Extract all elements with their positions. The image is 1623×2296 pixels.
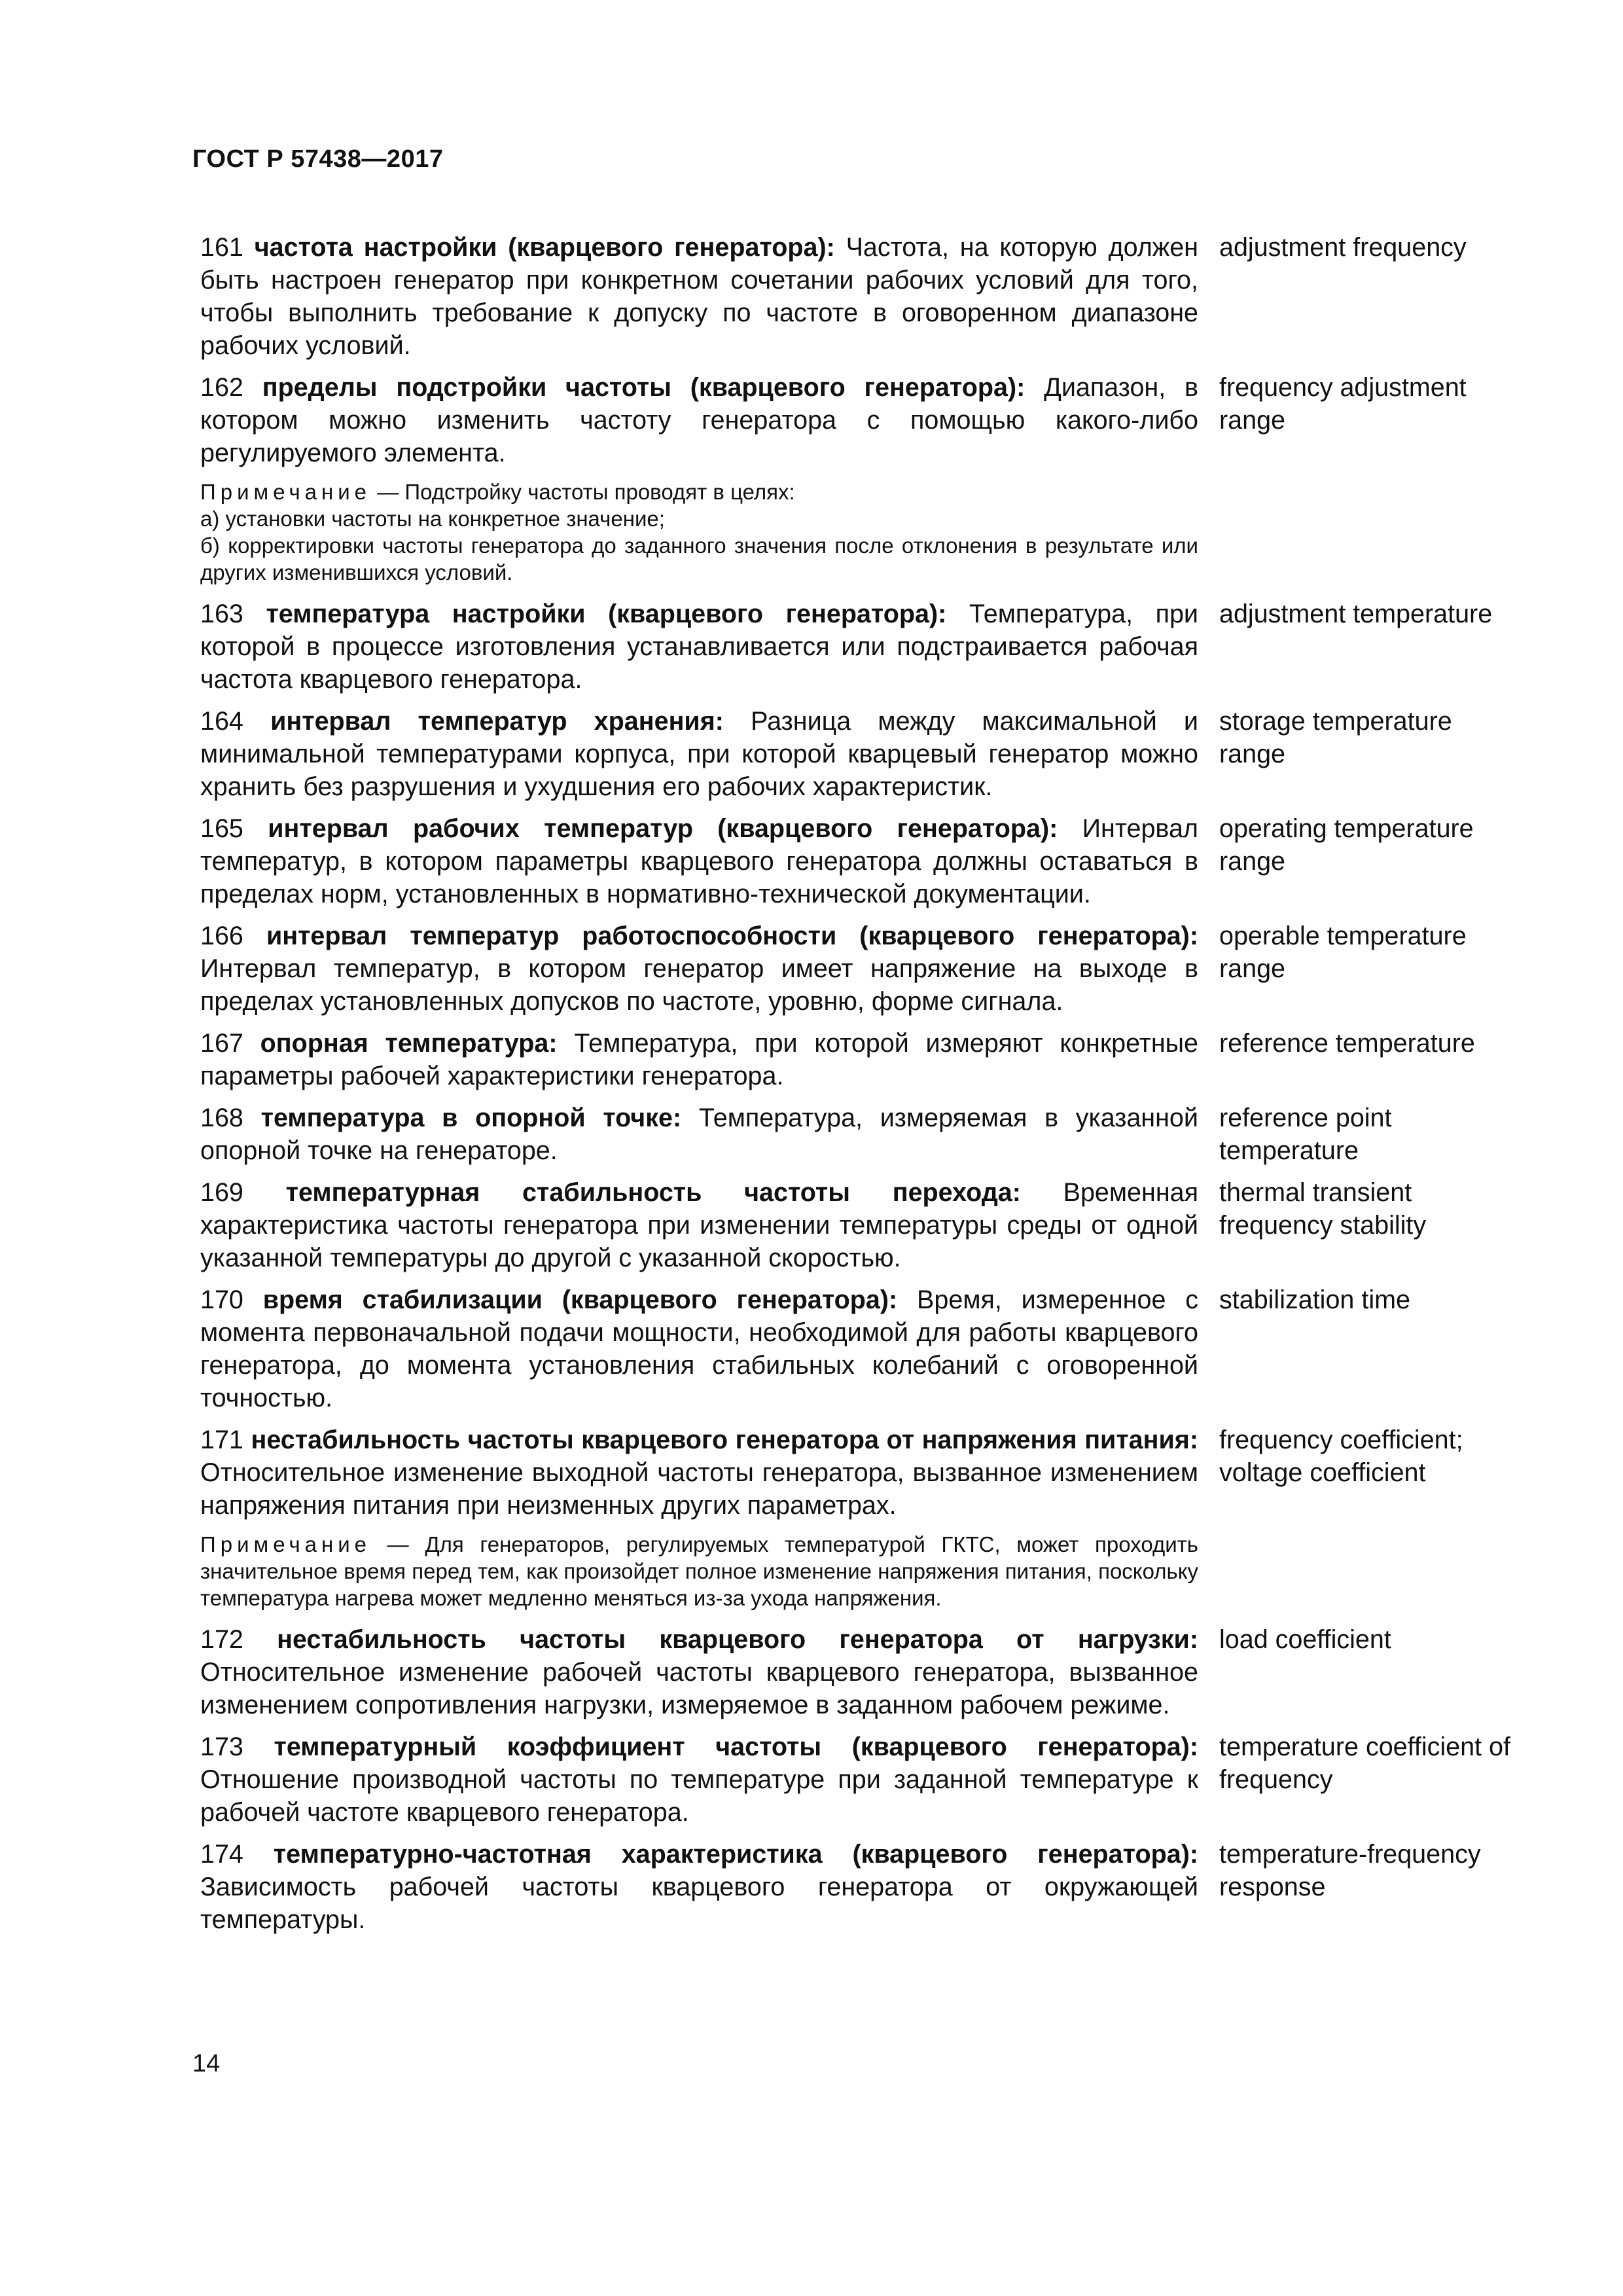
note-text: — Для генераторов, регулируемых температурой ГКТС, может проходить значительное время перед тем, как произойдет полное изменение напряжения питания, поскольку температура нагрева может медленно меняться из-за ухода напряжения. bbox=[200, 1532, 1199, 1610]
term-english: frequency coefficient; voltage coefficient bbox=[1219, 1426, 1463, 1487]
term-number: 171 bbox=[200, 1426, 243, 1454]
term-number: 166 bbox=[200, 922, 243, 950]
term-english: storage temperature range bbox=[1219, 707, 1452, 768]
term-number: 165 bbox=[200, 814, 243, 843]
term-entry-167 bbox=[200, 1027, 1519, 1092]
term-definition-block bbox=[200, 1102, 1198, 1167]
term-english: load coefficient bbox=[1219, 1625, 1391, 1654]
term-definition: Частота, на которую должен быть настроен генератор при конкретном сочетании рабочих условий для того, чтобы выполнить требование к допуску по частоте в оговоренном диапазоне рабочих условий. bbox=[200, 233, 1198, 360]
term-definition-block bbox=[200, 705, 1198, 803]
term-english: frequency adjustment range bbox=[1219, 373, 1467, 435]
term-number: 170 bbox=[200, 1285, 243, 1314]
term-entry-174 bbox=[200, 1838, 1519, 1936]
term-definition: Температура, измеряемая в указанной опорной точке на генераторе. bbox=[200, 1103, 1198, 1165]
term-name: время стабилизации (кварцевого генератора): bbox=[262, 1285, 898, 1314]
term-definition: Время, измеренное с момента первоначальной подачи мощности, необходимой для работы кварцевого генератора, до момента установления стабильных колебаний с оговоренной точностью. bbox=[200, 1285, 1198, 1412]
term-definition: Зависимость рабочей частоты кварцевого генератора от окружающей температуры. bbox=[200, 1873, 1198, 1934]
term-name: температурно-частотная характеристика (кварцевого генератора): bbox=[273, 1840, 1198, 1869]
term-definition: Диапазон, в котором можно изменить частоту генератора с помощью какого-либо регулируемого элемента. bbox=[200, 373, 1198, 467]
term-name: нестабильность частоты кварцевого генератора от напряжения питания: bbox=[251, 1426, 1198, 1454]
term-english: operable temperature range bbox=[1219, 922, 1467, 983]
term-definition-block bbox=[200, 1731, 1198, 1829]
term-number: 162 bbox=[200, 373, 243, 402]
term-name: нестабильность частоты кварцевого генератора от нагрузки: bbox=[277, 1625, 1198, 1654]
term-number: 163 bbox=[200, 600, 243, 628]
term-definition-block bbox=[200, 231, 1198, 362]
page-number: 14 bbox=[192, 2050, 221, 2077]
term-definition-block bbox=[200, 1424, 1198, 1522]
term-definition-block bbox=[200, 1838, 1198, 1936]
term-definition: Временная характеристика частоты генератора при изменении температуры среды от одной указанной температуры до другой с указанной скоростью. bbox=[200, 1178, 1199, 1272]
term-definition-block bbox=[200, 1283, 1198, 1414]
term-definition-block bbox=[200, 920, 1198, 1018]
term-number: 167 bbox=[200, 1029, 243, 1058]
term-name: интервал температур работоспособности (кварцевого генератора): bbox=[266, 922, 1198, 950]
term-definition: Интервал температур, в котором параметры кварцевого генератора должны оставаться в пределах норм, установленных в нормативно-технической документации. bbox=[200, 814, 1198, 908]
term-definition: Температура, при которой измеряют конкретные параметры рабочей характеристики генератора. bbox=[200, 1029, 1198, 1090]
term-entry-161 bbox=[200, 231, 1519, 362]
terms-list bbox=[200, 231, 1519, 1945]
term-entry-165 bbox=[200, 812, 1519, 910]
term-entry-166 bbox=[200, 920, 1519, 1018]
term-definition-block bbox=[200, 1623, 1198, 1721]
term-definition: Относительное изменение рабочей частоты кварцевого генератора, вызванное изменением сопротивления нагрузки, измеряемое в заданном рабочем режиме. bbox=[200, 1658, 1198, 1719]
term-definition-block bbox=[200, 371, 1198, 469]
term-definition-block bbox=[200, 1027, 1198, 1092]
term-name: пределы подстройки частоты (кварцевого генератора): bbox=[262, 373, 1026, 402]
term-entry-168 bbox=[200, 1102, 1519, 1167]
term-name: опорная температура: bbox=[260, 1029, 558, 1058]
term-entry-163 bbox=[200, 598, 1519, 696]
term-definition: Температура, при которой в процессе изготовления устанавливается или подстраивается рабочая частота кварцевого генератора. bbox=[200, 600, 1198, 694]
term-definition-block bbox=[200, 598, 1198, 696]
term-entry-170 bbox=[200, 1283, 1519, 1414]
note-162 bbox=[200, 478, 1198, 586]
term-english: thermal transient frequency stability bbox=[1219, 1178, 1427, 1240]
term-name: температурный коэффициент частоты (кварцевого генератора): bbox=[274, 1732, 1198, 1761]
term-number: 168 bbox=[200, 1103, 243, 1132]
note-intro bbox=[200, 478, 1198, 505]
term-english: operating temperature range bbox=[1219, 814, 1474, 876]
term-english: reference point temperature bbox=[1219, 1103, 1392, 1165]
term-number: 172 bbox=[200, 1625, 243, 1654]
note-text: — Подстройку частоты проводят в целях: bbox=[377, 480, 795, 504]
term-entry-173 bbox=[200, 1731, 1519, 1829]
note-label: Примечание bbox=[200, 1532, 372, 1556]
note-label: Примечание bbox=[200, 480, 372, 504]
term-name: температура настройки (кварцевого генератора): bbox=[266, 600, 947, 628]
note-171 bbox=[200, 1531, 1198, 1611]
term-number: 161 bbox=[200, 233, 243, 262]
term-english: adjustment frequency bbox=[1219, 233, 1467, 262]
term-definition: Разница между максимальной и минимальной температурами корпуса, при которой кварцевый генератор можно хранить без разрушения и ухудшения его рабочих характеристик. bbox=[200, 707, 1198, 801]
term-entry-171 bbox=[200, 1424, 1519, 1522]
term-name: интервал температур хранения: bbox=[270, 707, 724, 736]
term-number: 173 bbox=[200, 1732, 243, 1761]
term-name: частота настройки (кварцевого генератора): bbox=[254, 233, 835, 262]
term-name: температурная стабильность частоты перехода: bbox=[285, 1178, 1021, 1207]
document-header: ГОСТ Р 57438—2017 bbox=[192, 145, 444, 173]
note-item: б) корректировки частоты генератора до заданного значения после отклонения в результате или других изменившихся условий. bbox=[200, 533, 1198, 584]
term-definition: Интервал температур, в котором генератор имеет напряжение на выходе в пределах установленных допусков по частоте, уровню, форме сигнала. bbox=[200, 954, 1198, 1016]
term-name: интервал рабочих температур (кварцевого генератора): bbox=[268, 814, 1058, 843]
term-english: reference temperature bbox=[1219, 1029, 1475, 1058]
term-entry-169 bbox=[200, 1176, 1519, 1274]
term-english: adjustment temperature bbox=[1219, 600, 1493, 628]
term-definition-block bbox=[200, 812, 1198, 910]
term-definition: Отношение производной частоты по температуре при заданной температуре к рабочей частоте кварцевого генератора. bbox=[200, 1765, 1198, 1827]
term-name: температура в опорной точке: bbox=[260, 1103, 682, 1132]
term-entry-172 bbox=[200, 1623, 1519, 1721]
term-number: 174 bbox=[200, 1840, 243, 1869]
note-item: а) установки частоты на конкретное значение; bbox=[200, 507, 665, 531]
term-number: 169 bbox=[200, 1178, 243, 1207]
term-number: 164 bbox=[200, 707, 243, 736]
term-definition: Относительное изменение выходной частоты генератора, вызванное изменением напряжения питания при неизменных других параметрах. bbox=[200, 1458, 1198, 1520]
term-definition-block bbox=[200, 1176, 1198, 1274]
term-english: stabilization time bbox=[1219, 1285, 1410, 1314]
term-english: temperature-frequency response bbox=[1219, 1840, 1481, 1901]
term-entry-164 bbox=[200, 705, 1519, 803]
term-entry-162 bbox=[200, 371, 1519, 469]
term-english: temperature coefficient of frequency bbox=[1219, 1732, 1510, 1794]
